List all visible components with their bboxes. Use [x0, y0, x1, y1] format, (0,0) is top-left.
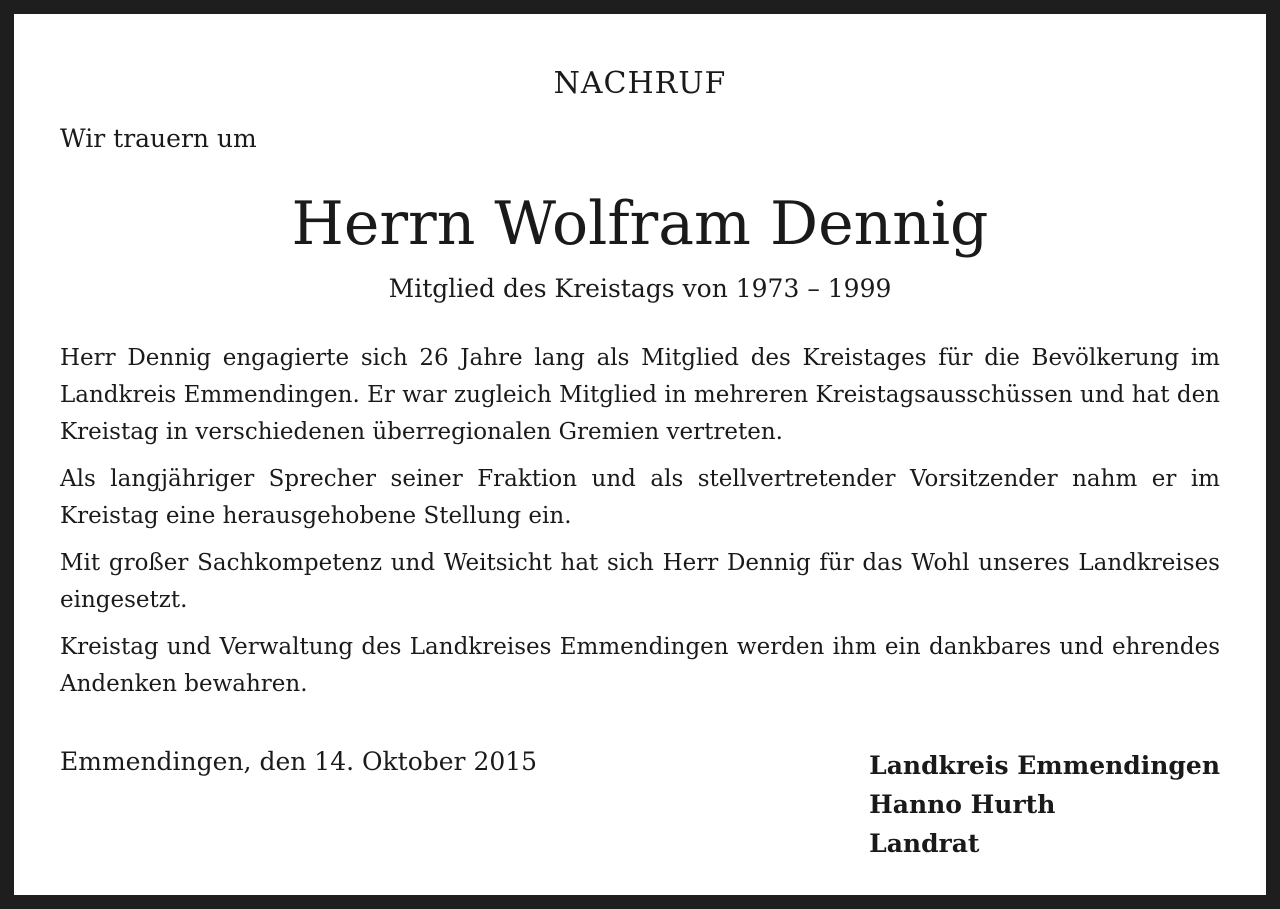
- body-paragraph: Kreistag und Verwaltung des Landkreises Emmendingen werden ihm ein dankbares und ehrendes Andenken bewahren.: [60, 634, 1220, 697]
- obituary-notice: [14, 14, 1266, 895]
- notice-body: [60, 340, 1220, 713]
- notice-heading: NACHRUF: [553, 66, 727, 101]
- deceased-name: Herrn Wolfram Dennig: [291, 189, 989, 259]
- body-paragraph: Mit großer Sachkompetenz und Weitsicht hat sich Herr Dennig für das Wohl unseres Landkreises eingesetzt.: [60, 550, 1220, 613]
- signature-role: Landrat: [869, 829, 980, 858]
- signature-person: Hanno Hurth: [869, 790, 1056, 819]
- signature-organization: Landkreis Emmendingen: [869, 751, 1220, 780]
- membership-subtitle: Mitglied des Kreistags von 1973 – 1999: [388, 274, 892, 303]
- intro-text: Wir trauern um: [60, 124, 257, 153]
- signature-block: [869, 746, 1220, 863]
- body-paragraph: Als langjähriger Sprecher seiner Fraktion und als stellvertretender Vorsitzender nahm er im Kreistag eine herausgehobene Stellung ein.: [60, 466, 1220, 529]
- body-paragraph: Herr Dennig engagierte sich 26 Jahre lang als Mitglied des Kreistages für die Bevölkerung im Landkreis Emmendingen. Er war zugleich Mitglied in mehreren Kreistagsausschüssen und hat den Kreistag in verschiedenen überregionalen Gremien vertreten.: [60, 345, 1220, 445]
- place-date: Emmendingen, den 14. Oktober 2015: [60, 747, 538, 776]
